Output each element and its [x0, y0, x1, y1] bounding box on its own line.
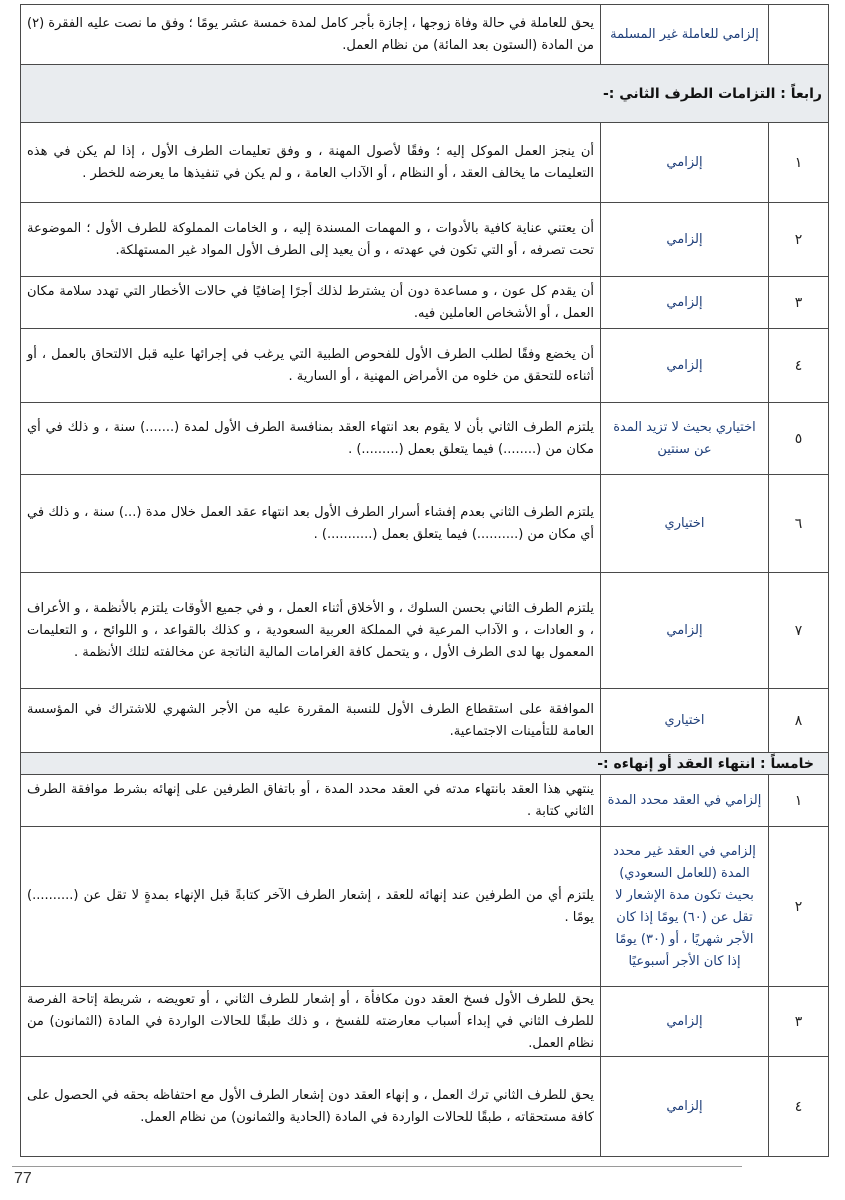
item-number: ٨: [769, 689, 829, 753]
clause-type: إلزامي: [601, 987, 769, 1057]
section-5-title: خامساً : انتهاء العقد أو إنهاءه :-: [21, 753, 829, 775]
section-4-row: [21, 123, 829, 203]
section-4-row: [21, 329, 829, 403]
clause-text: الموافقة على استقطاع الطرف الأول للنسبة المقررة عليه من الأجر الشهري للاشتراك في المؤسسة العامة للتأمينات الاجتماعية.: [21, 689, 601, 753]
clause-text: يحق للعاملة في حالة وفاة زوجها ، إجازة بأجر كامل لمدة خمسة عشر يومًا ؛ وفق ما نصت عليه الفقرة (٢) من المادة (الستون بعد المائة) من نظام العمل.: [21, 5, 601, 65]
section-4-row: [21, 203, 829, 277]
clause-text: يلتزم الطرف الثاني بعدم إفشاء أسرار الطرف الأول بعد انتهاء عقد العمل خلال مدة (...) سنة ، و ذلك في أي مكان من (..........) فيما يتعلق بعمل (...........) .: [21, 475, 601, 573]
clause-type: إلزامي في العقد محدد المدة: [601, 775, 769, 827]
clause-text: يلتزم الطرف الثاني بأن لا يقوم بعد انتهاء العقد بمنافسة الطرف الأول لمدة (.......) سنة ، و ذلك في أي مكان من (........) فيما يتعلق بعمل (.........) .: [21, 403, 601, 475]
contract-table-body: [21, 5, 829, 1157]
item-number: ٢: [769, 827, 829, 987]
item-number: [769, 5, 829, 65]
section-4-title-row: [21, 65, 829, 123]
clause-text: يحق للطرف الثاني ترك العمل ، و إنهاء العقد دون إشعار الطرف الأول مع احتفاظه بحقه في الحصول على كافة مستحقاته ، طبقًا للحالات الواردة في المادة (الحادية والثمانون) من نظام العمل.: [21, 1057, 601, 1157]
section-5-row: [21, 827, 829, 987]
contract-table: [20, 4, 829, 1157]
section-4-row: [21, 403, 829, 475]
clause-type: إلزامي: [601, 329, 769, 403]
clause-type: اختياري: [601, 475, 769, 573]
item-number: ١: [769, 775, 829, 827]
clause-text: أن يعتني عناية كافية بالأدوات ، و المهمات المسندة إليه ، و الخامات المملوكة للطرف الأول ؛ الموضوعة تحت تصرفه ، أو التي تكون في عهدته ، و أن يعيد إلى الطرف الأول المواد غير المستهلكة.: [21, 203, 601, 277]
section-5-row: [21, 1057, 829, 1157]
item-number: ٢: [769, 203, 829, 277]
clause-type: اختياري: [601, 689, 769, 753]
item-number: ٤: [769, 329, 829, 403]
item-number: ٧: [769, 573, 829, 689]
clause-text: يحق للطرف الأول فسخ العقد دون مكافأة ، أو إشعار للطرف الثاني ، أو تعويضه ، شريطة إتاحة الفرصة للطرف الثاني في إبداء أسباب معارضته للفسخ ، و ذلك طبقًا للحالات الواردة في المادة (الثمانون) من نظام العمل.: [21, 987, 601, 1057]
section-4-row: [21, 689, 829, 753]
section-4-row: [21, 475, 829, 573]
clause-type: إلزامي: [601, 1057, 769, 1157]
clause-text: ينتهي هذا العقد بانتهاء مدته في العقد محدد المدة ، أو باتفاق الطرفين على إنهائه بشرط موافقة الطرف الثاني كتابة .: [21, 775, 601, 827]
item-number: ٦: [769, 475, 829, 573]
clause-type: إلزامي في العقد غير محدد المدة (للعامل السعودي) بحيث تكون مدة الإشعار لا تقل عن (٦٠) يومًا إذا كان الأجر شهريًا ، أو (٣٠) يومًا إذا كان الأجر أسبوعيًا: [601, 827, 769, 987]
item-number: ٤: [769, 1057, 829, 1157]
clause-text: يلتزم الطرف الثاني بحسن السلوك ، و الأخلاق أثناء العمل ، و في جميع الأوقات يلتزم بالأنظمة ، و الأعراف ، و العادات ، و الآداب المرعية في المملكة العربية السعودية ، و كذلك بالقواعد ، و اللوائح ، و التعليمات المعمول بها لدى الطرف الأول ، و يتحمل كافة الغرامات المالية الناتجة عن مخالفته لتلك الأنظمة .: [21, 573, 601, 689]
item-number: ١: [769, 123, 829, 203]
clause-text: أن ينجز العمل الموكل إليه ؛ وفقًا لأصول المهنة ، و وفق تعليمات الطرف الأول ، إذا لم يكن في هذه التعليمات ما يخالف العقد ، أو النظام ، أو الآداب العامة ، و لم يكن في تنفيذها ما يعرضه للخطر .: [21, 123, 601, 203]
clause-type: إلزامي للعاملة غير المسلمة: [601, 5, 769, 65]
section-5-row: [21, 987, 829, 1057]
clause-text: أن يخضع وفقًا لطلب الطرف الأول للفحوص الطبية التي يرغب في إجرائها عليه قبل الالتحاق بالعمل ، أو أثناءه للتحقق من خلوه من الأمراض المهنية ، أو السارية .: [21, 329, 601, 403]
clause-type: إلزامي: [601, 277, 769, 329]
top-clause-row: [21, 5, 829, 65]
section-5-title-row: [21, 753, 829, 775]
clause-type: اختياري بحيث لا تزيد المدة عن سنتين: [601, 403, 769, 475]
section-4-row: [21, 573, 829, 689]
item-number: ٣: [769, 987, 829, 1057]
section-5-row: [21, 775, 829, 827]
item-number: ٥: [769, 403, 829, 475]
page-number: 77: [14, 1170, 32, 1187]
section-4-title: رابعاً : التزامات الطرف الثاني :-: [21, 65, 829, 123]
clause-text: أن يقدم كل عون ، و مساعدة دون أن يشترط لذلك أجرًا إضافيًا في حالات الأخطار التي تهدد سلامة مكان العمل ، أو الأشخاص العاملين فيه.: [21, 277, 601, 329]
clause-text: يلتزم أي من الطرفين عند إنهائه للعقد ، إشعار الطرف الآخر كتابةً قبل الإنهاء بمدةٍ لا تقل عن (..........) يومًا .: [21, 827, 601, 987]
item-number: ٣: [769, 277, 829, 329]
clause-type: إلزامي: [601, 573, 769, 689]
clause-type: إلزامي: [601, 203, 769, 277]
footer-divider: [12, 1166, 742, 1167]
clause-type: إلزامي: [601, 123, 769, 203]
section-4-row: [21, 277, 829, 329]
